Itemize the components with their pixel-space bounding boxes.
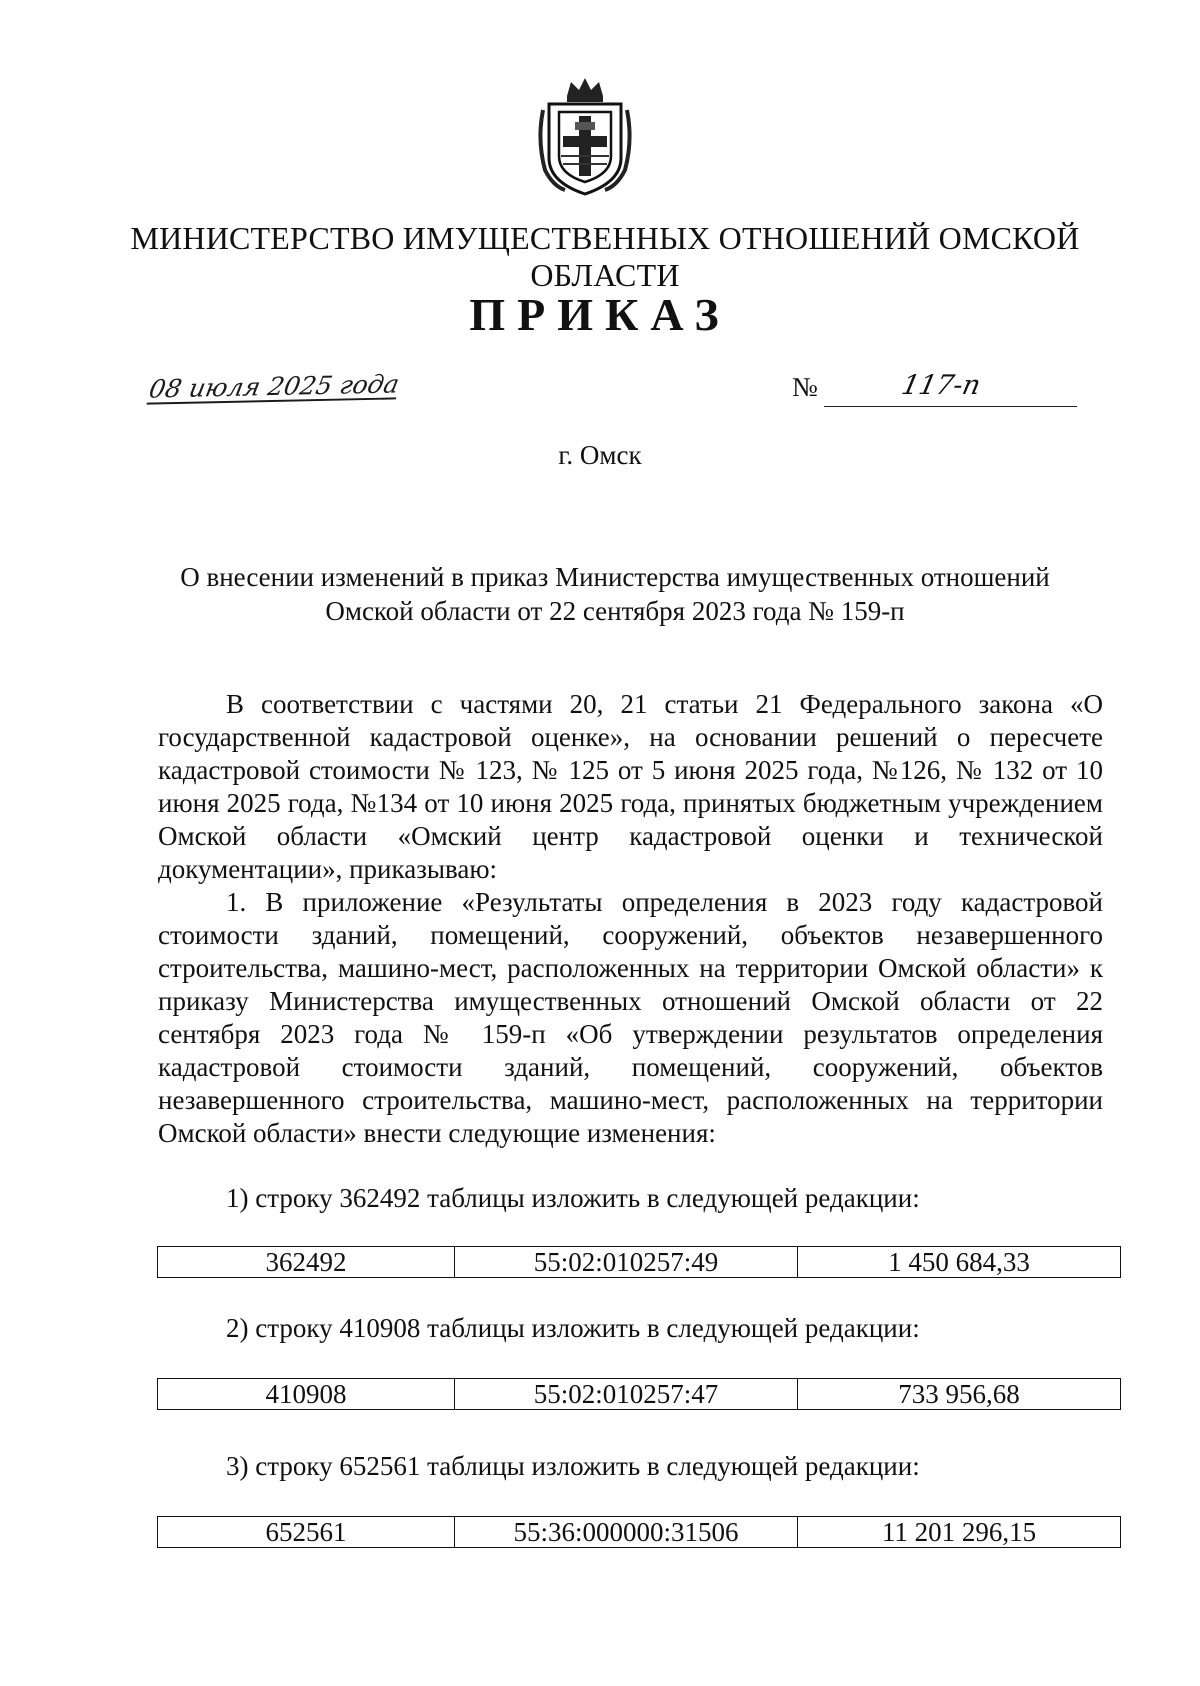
table-row xyxy=(157,1246,1121,1278)
preamble-paragraph: В соответствии с частями 20, 21 статьи 21 Федерального закона «О государственной кадастровой оценке», на основании решений о пересчете кадастровой стоимости № 123, № 125 от 5 июня 2025 года, №126, № 132 от 10 июня 2025 года, №134 от 10 июня 2025 года, принятых бюджетным учреждением Омской области «Омский центр кадастровой оценки и технической документации», приказываю: xyxy=(158,689,1103,884)
table-row xyxy=(157,1378,1121,1410)
subject-line-1: О внесении изменений в приказ Министерства имущественных отношений xyxy=(180,562,1050,592)
cadastral-value-cell: 1 450 684,33 xyxy=(888,1247,1030,1277)
cadastral-number-cell: 55:36:000000:31506 xyxy=(455,1517,798,1547)
cadastral-number-cell: 55:02:010257:47 xyxy=(455,1379,798,1409)
row-number-cell: 362492 xyxy=(158,1247,455,1277)
document-type-title: ПРИКАЗ xyxy=(469,289,731,340)
table-row xyxy=(157,1516,1121,1548)
coat-of-arms-icon xyxy=(535,70,635,198)
order-number-handwritten: 117-п xyxy=(898,370,984,401)
ministry-name: МИНИСТЕРСТВО ИМУЩЕСТВЕННЫХ ОТНОШЕНИЙ ОМСКОЙ ОБЛАСТИ xyxy=(130,220,1080,293)
order-number-block xyxy=(792,372,1077,408)
row-intro-3: 3) строку 652561 таблицы изложить в следующей редакции: xyxy=(226,1451,920,1481)
city: г. Омск xyxy=(558,440,642,470)
subject-line-2: Омской области от 22 сентября 2023 года № 159-п xyxy=(325,596,905,626)
item-1-paragraph: 1. В приложение «Результаты определения в 2023 году кадастровой стоимости зданий, помещений, сооружений, объектов незавершенного строительства, машино-мест, расположенных на территории Омской области» к приказу Министерства имущественных отношений Омской области от 22 сентября 2023 года № 159-п «Об утверждении результатов определения кадастровой стоимости зданий, помещений, сооружений, объектов незавершенного строительства, машино-мест, расположенных на территории Омской области» внести следующие изменения: xyxy=(158,887,1103,1148)
row-number-cell: 652561 xyxy=(158,1517,455,1547)
row-intro-2: 2) строку 410908 таблицы изложить в следующей редакции: xyxy=(226,1313,920,1343)
number-sign: № xyxy=(792,372,818,402)
number-underline xyxy=(824,406,1077,407)
order-date-handwritten: 08 июля 2025 года xyxy=(146,369,402,404)
row-number-cell: 410908 xyxy=(158,1379,455,1409)
cadastral-value-cell: 11 201 296,15 xyxy=(881,1517,1037,1547)
cadastral-value-cell: 733 956,68 xyxy=(898,1379,1020,1409)
order-subject xyxy=(150,560,1080,628)
order-body xyxy=(158,688,1103,1150)
cadastral-number-cell: 55:02:010257:49 xyxy=(455,1247,798,1277)
row-intro-1: 1) строку 362492 таблицы изложить в следующей редакции: xyxy=(226,1183,920,1213)
